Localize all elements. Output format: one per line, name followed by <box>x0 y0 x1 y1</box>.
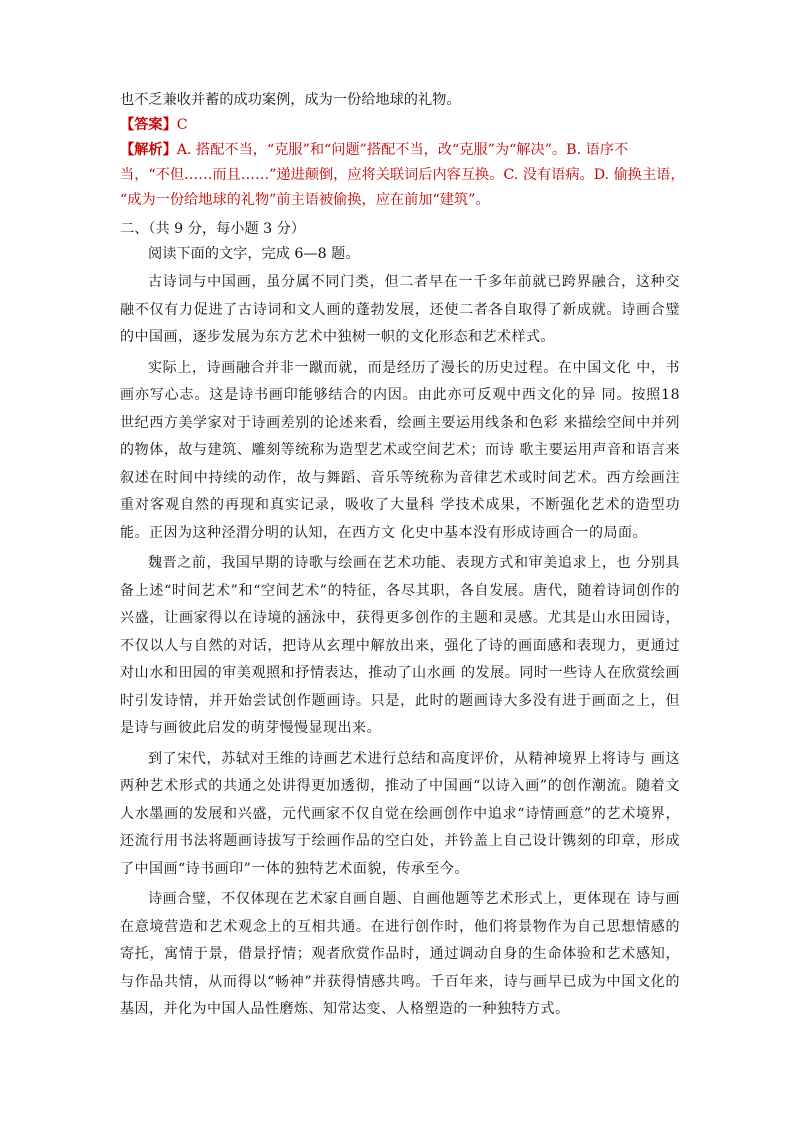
reading-paragraph-1: 古诗词与中国画，虽分属不同门类，但二者早在一千多年前就已跨界融合，这种交融不仅有力促进了古诗词和文人画的蓬勃发展，还使二者各自取得了新成就。诗画合璧的中国画，逐步发展为东方艺术中独树一帜的文化形态和艺术样式。 <box>120 274 680 345</box>
answer-tag: 【答案】 <box>120 117 177 133</box>
reading-paragraph-2: 实际上，诗画融合并非一蹴而就，而是经历了漫长的历史过程。在中国文化 中，书画亦写心志。这是诗书画印能够结合的内因。由此亦可反观中西文化的异 同。按照18世纪西方美学家对于诗画差别的论述来看，绘画主要运用线条和色彩 来描绘空间中并列的物体，故与建筑、雕刻等统称为造型艺术或空间艺术；而诗 歌主要运用声音和语言来叙述在时间中持续的动作，故与舞蹈、音乐等统称为音律艺术或时间艺术。西方绘画注重对客观自然的再现和真实记录，吸收了大量科 学技术成果，不断强化艺术的造型功能。正因为这种泾渭分明的认知，在西方文 化史中基本没有形成诗画合一的局面。 <box>120 359 680 541</box>
answer-value: C <box>176 117 188 133</box>
analysis-tag: 【解析】 <box>120 142 177 158</box>
reading-paragraph-3: 魏晋之前，我国早期的诗歌与绘画在艺术功能、表现方式和审美追求上，也 分别具备上述“时间艺术”和“空间艺术”的特征，各尽其职，各自发展。唐代，随着诗词创作的兴盛，让画家得以在诗境的涵泳中，获得更多创作的主题和灵感。尤其是山水田园诗，不仅以人与自然的对话，把诗从玄理中解放出来，强化了诗的画面感和表现力，更通过对山水和田园的审美观照和抒情表达，推动了山水画 的发展。同时一些诗人在欣赏绘画时引发诗情，并开始尝试创作题画诗。只是，此时的题画诗大多没有进于画面之上，但是诗与画彼此启发的萌芽慢慢显现出来。 <box>120 555 680 736</box>
analysis-text-1: A. 搭配不当，“克服”和“问题”搭配不当，改“克服”为“解决”。B. 语序不 <box>176 142 629 158</box>
section-title: 二、（共 9 分，每小题 3 分） <box>120 221 306 237</box>
answer-line <box>120 113 680 138</box>
document-page <box>120 88 685 1027</box>
section-instruction: 阅读下面的文字，完成 6—8 题。 <box>148 246 360 262</box>
analysis-line-1 <box>120 138 680 163</box>
reading-paragraph-5: 诗画合璧，不仅体现在艺术家自画自题、自画他题等艺术形式上，更体现在 诗与画在意境营造和艺术观念上的互相共通。在进行创作时，他们将景物作为自己思想情感的寄托，寓情于景，借景抒情；观者欣赏作品时，通过调动自身的生命体验和艺术感知，与作品共情，从而得以“畅神”并获得情感共鸣。千百年来，诗与画早已成为中国文化的基因，并化为中国人品性磨炼、知常达变、人格塑造的一种独特方式。 <box>120 891 680 1017</box>
analysis-line-2: 当，“不但……而且……”递进颠倒，应将关联词后内容互换。C. 没有语病。D. 偷换主语， <box>120 167 685 183</box>
reading-paragraph-4: 到了宋代，苏轼对王维的诗画艺术进行总结和高度评价，从精神境界上将诗与 画这两种艺术形式的共通之处讲得更加透彻，推动了中国画“以诗入画”的创作潮流。随着文人水墨画的发展和兴盛，元代画家不仅自觉在绘画创作中追求“诗情画意”的艺术境界，还流行用书法将题画诗拔写于绘画作品的空白处，并钤盖上自己设计镌刻的印章，形成了中国画“诗书画印”一体的独特艺术面貌，传承至今。 <box>120 750 680 877</box>
analysis-line-3: “成为一份给地球的礼物”前主语被偷换，应在前加“建筑”。 <box>120 192 490 208</box>
previous-question-tail: 也不乏兼收并蓄的成功案例，成为一份给地球的礼物。 <box>120 92 461 108</box>
